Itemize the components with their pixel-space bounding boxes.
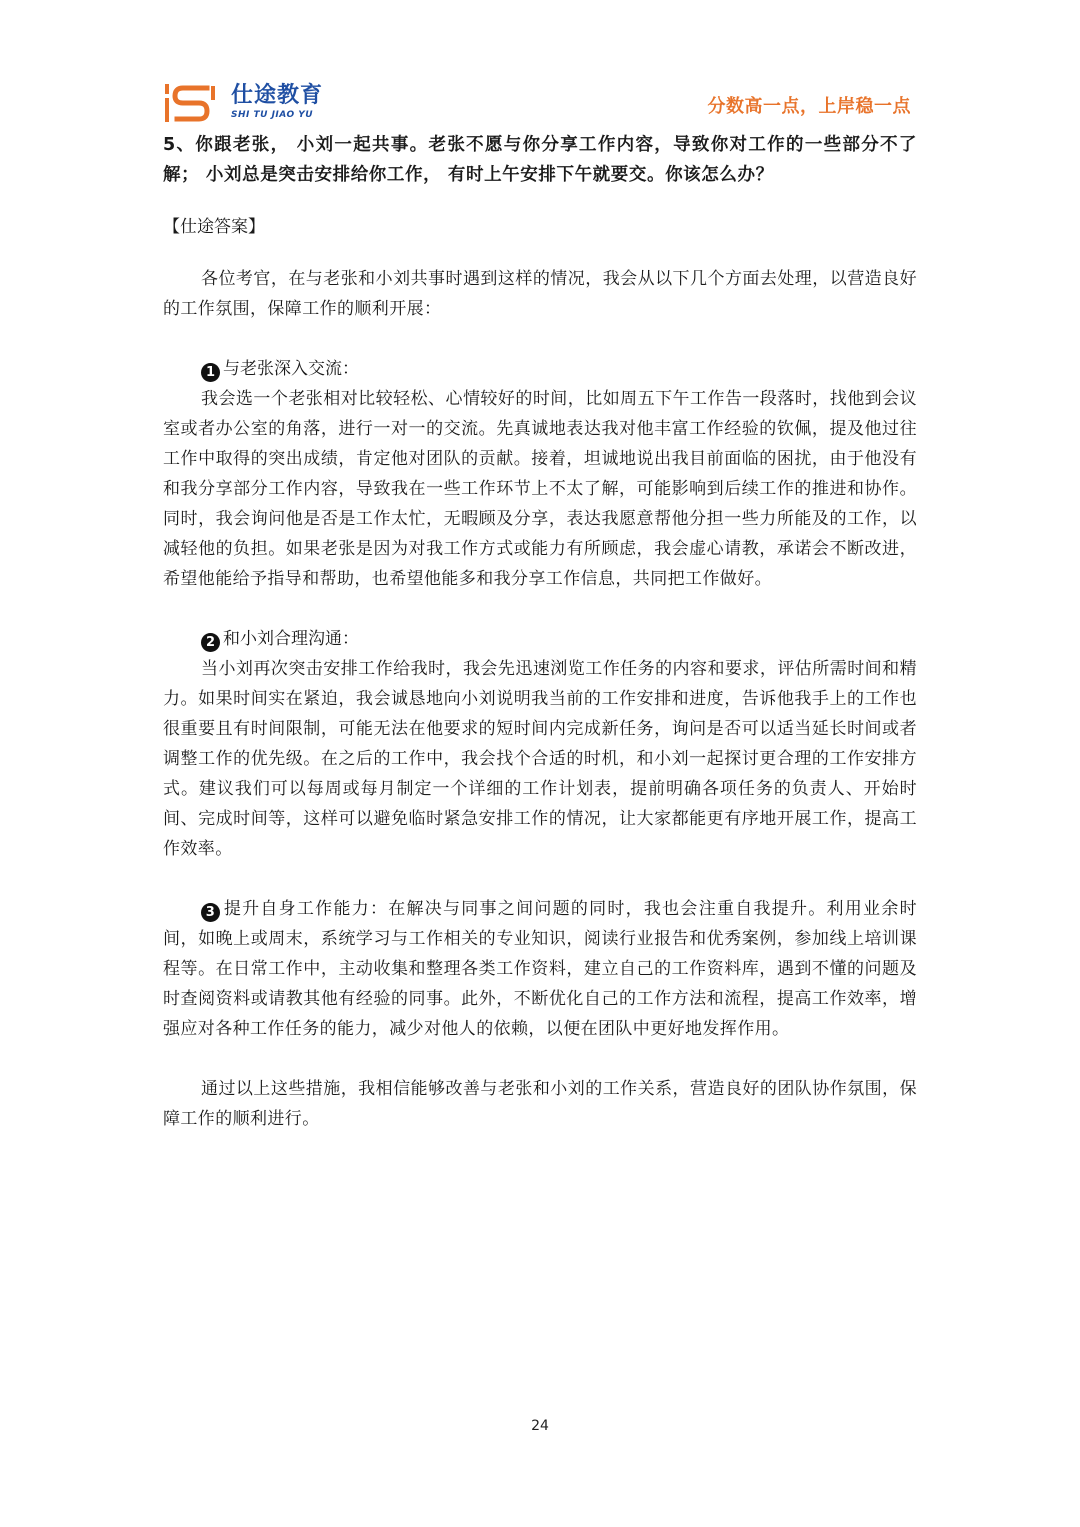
answer-label: 【仕途答案】 bbox=[163, 217, 265, 237]
section-2 bbox=[163, 624, 917, 864]
section-title bbox=[163, 354, 917, 384]
section-body: 我会选一个老张相对比较轻松、心情较好的时间，比如周五下午工作告一段落时，找他到会议室或者办公室的角落，进行一对一的交流。先真诚地表达我对他丰富工作经验的钦佩，提及他过往工作中取得的突出成绩，肯定他对团队的贡献。接着，坦诚地说出我目前面临的困扰，由于他没有和我分享部分工作内容，导致我在一些工作环节上不太了解，可能影响到后续工作的推进和协作。同时，我会询问他是否是工作太忙，无暇顾及分享，表达我愿意帮他分担一些力所能及的工作，以减轻他的负担。如果老张是因为对我工作方式或能力有所顾虑，我会虚心请教，承诺会不断改进，希望他能给予指导和帮助，也希望他能多和我分享工作信息，共同把工作做好。 bbox=[163, 389, 917, 589]
logo-s-icon bbox=[163, 82, 219, 124]
conclusion-paragraph: 通过以上这些措施，我相信能够改善与老张和小刘的工作关系，营造良好的团队协作氛围，保障工作的顺利进行。 bbox=[163, 1079, 917, 1129]
section-title-text: 与老张深入交流： bbox=[223, 359, 359, 379]
header-slogan: 分数高一点，上岸稳一点 bbox=[707, 96, 911, 117]
section-body: 在解决与同事之间问题的同时，我也会注重自我提升。利用业余时间，如晚上或周末，系统学习与工作相关的专业知识，阅读行业报告和优秀案例，参加线上培训课程等。在日常工作中，主动收集和整理各类工作资料，建立自己的工作资料库，遇到不懂的问题及时查阅资料或请教其他有经验的同事。此外，不断优化自己的工作方法和流程，提高工作效率，增强应对各种工作任务的能力，减少对他人的依赖，以便在团队中更好地发挥作用。 bbox=[163, 899, 917, 1039]
section-body-with-title bbox=[163, 894, 917, 1044]
section-title-text: 和小刘合理沟通： bbox=[223, 629, 359, 649]
document-body bbox=[163, 130, 917, 1134]
circled-number-2-icon: 2 bbox=[201, 633, 220, 652]
brand-logo bbox=[163, 78, 323, 128]
circled-number-3-icon: 3 bbox=[201, 903, 220, 922]
logo-english-text: SHI TU JIAO YU bbox=[231, 110, 314, 120]
question-text: 5、你跟老张， 小刘一起共事。老张不愿与你分享工作内容，导致你对工作的一些部分不了解； 小刘总是突击安排给你工作， 有时上午安排下午就要交。你该怎么办？ bbox=[163, 135, 917, 185]
logo-chinese-text: 仕途教育 bbox=[231, 83, 324, 108]
section-title-text: 提升自身工作能力： bbox=[223, 899, 389, 919]
circled-number-1-icon: 1 bbox=[201, 363, 220, 382]
section-1 bbox=[163, 354, 917, 594]
section-body: 当小刘再次突击安排工作给我时，我会先迅速浏览工作任务的内容和要求，评估所需时间和精力。如果时间实在紧迫，我会诚恳地向小刘说明我当前的工作安排和进度，告诉他我手上的工作也很重要且有时间限制，可能无法在他要求的短时间内完成新任务，询问是否可以适当延长时间或者调整工作的优先级。在之后的工作中，我会找个合适的时机，和小刘一起探讨更合理的工作安排方式。建议我们可以每周或每月制定一个详细的工作计划表，提前明确各项任务的负责人、开始时间、完成时间等，这样可以避免临时紧急安排工作的情况，让大家都能更有序地开展工作，提高工作效率。 bbox=[163, 659, 917, 859]
page-number: 24 bbox=[531, 1418, 549, 1434]
section-title bbox=[163, 624, 917, 654]
section-3 bbox=[163, 894, 917, 1044]
intro-paragraph: 各位考官，在与老张和小刘共事时遇到这样的情况，我会从以下几个方面去处理，以营造良好的工作氛围，保障工作的顺利开展： bbox=[163, 269, 917, 319]
page-header bbox=[163, 78, 919, 134]
